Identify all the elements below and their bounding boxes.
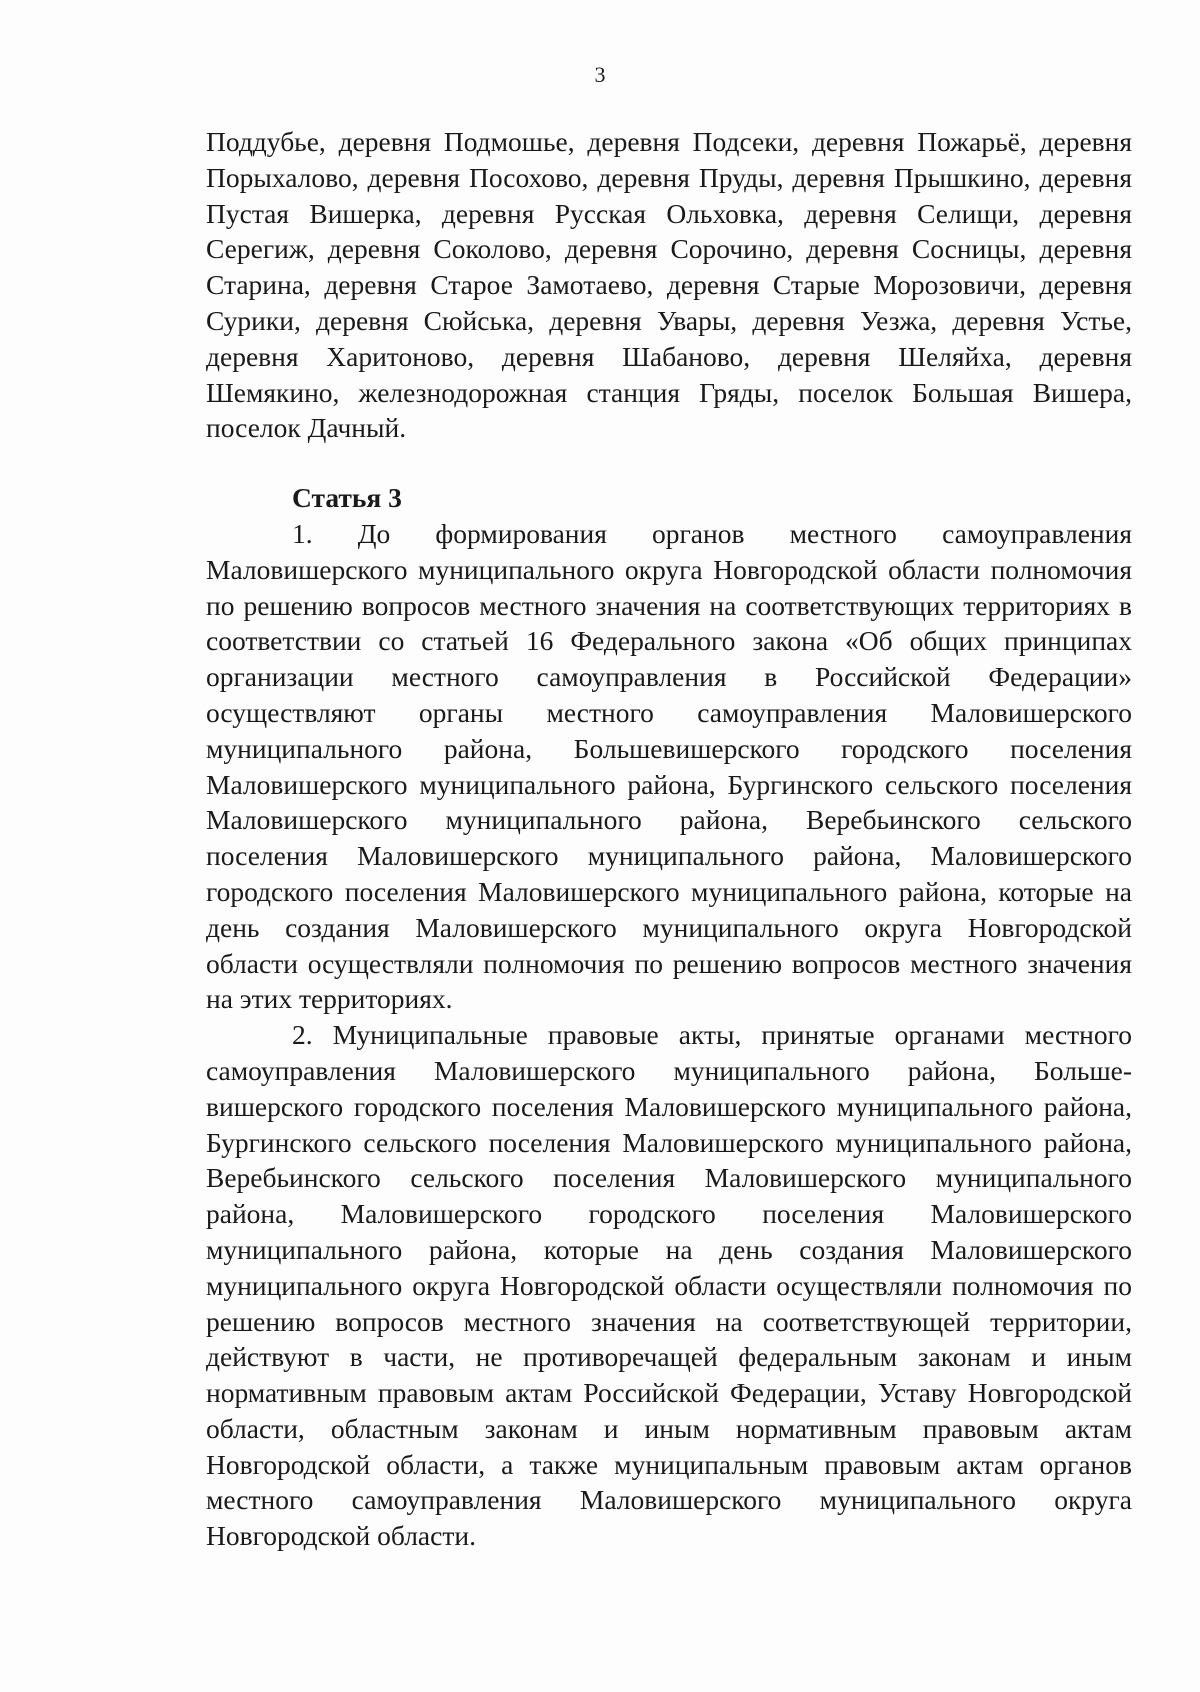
document-body	[206, 124, 1132, 1554]
page-number: 3	[594, 62, 606, 87]
continuation-paragraph: Поддубье, деревня Подмошье, деревня Подсеки, деревня Пожарьё, деревня Порыхалово, деревня Посохово, деревня Пруды, деревня Прышкино, деревня Пустая Вишерка, деревня Русская Ольховка, деревня Селищи, деревня Серегиж, деревня Соколово, деревня Сорочино, деревня Сосницы, деревня Старина, деревня Старое Замотаево, деревня Старые Морозовичи, деревня Сурики, деревня Сюйська, деревня Увары, деревня Уезжа, деревня Устье, деревня Харитоново, деревня Шабаново, деревня Шеляйха, деревня Шемякино, железнодорожная станция Гряды, поселок Большая Вишера, поселок Дачный.	[206, 126, 1132, 444]
article-item-1: 1. До формирования органов местного самоуправления Маловишерского муниципального округа Новгородской области полномочия по решению вопросов местного значения на соответствующих территориях в соответствии со статьей 16 Федерального закона «Об общих принципах организации местного самоуправления в Российской Федерации» осуществляют органы местного самоуправления Маловишерского муниципального района, Большевишерского городского поселения Маловишерского муниципального района, Бургинского сельского поселения Маловишерского муниципального района, Веребьинского сельского поселения Маловишерского муниципального района, Маловишерского городского поселения Маловишерского муниципального района, которые на день создания Маловишерского муниципального округа Новгородской области осуществляли полномочия по решению вопросов местного значения на этих территориях.	[206, 517, 1132, 1015]
article-heading: Статья 3	[292, 482, 402, 514]
article-item-2: 2. Муниципальные правовые акты, принятые органами местного самоуправления Маловишерского муниципального района, Больше-вишерского городского поселения Маловишерского муниципального района, Бургинского сельского поселения Маловишерского муниципального района, Веребьинского сельского поселения Маловишерского муниципального района, Маловишерского городского поселения Маловишерского муниципального района, которые на день создания Маловишерского муниципального округа Новгородской области осуществляли полномочия по решению вопросов местного значения на соответствующей территории, действуют в части, не противоречащей федеральным законам и иным нормативным правовым актам Российской Федерации, Уставу Новгородской области, областным законам и иным нормативным правовым актам Новгородской области, а также муниципальным правовым актам органов местного самоуправления Маловишерского муниципального округа Новгородской области.	[206, 1019, 1132, 1552]
